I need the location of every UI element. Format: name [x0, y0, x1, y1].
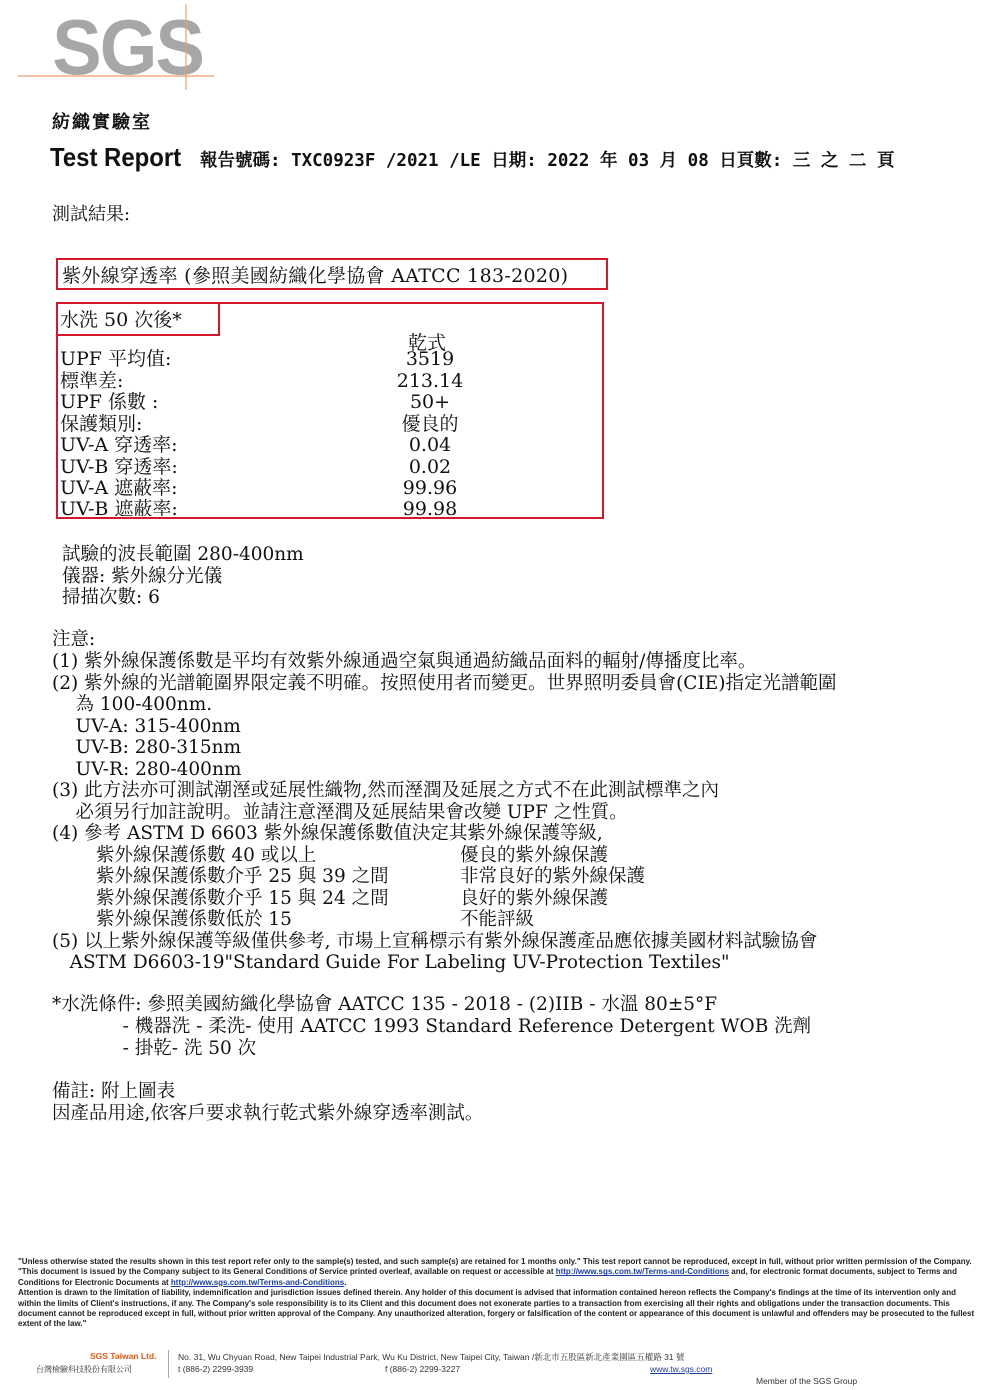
- note-line: UV-B: 280-315nm: [52, 737, 242, 758]
- wash-condition-line: - 機器洗 - 柔洗- 使用 AATCC 1993 Standard Reference Detergent WOB 洗劑: [52, 1016, 812, 1037]
- note-line: ASTM D6603-19"Standard Guide For Labeling UV-Protection Textiles": [52, 952, 730, 973]
- lab-name: 紡織實驗室: [52, 112, 152, 133]
- company-phone: t (886-2) 2299-3939: [178, 1364, 254, 1374]
- remark-line: 因產品用途,依客戶要求執行乾式紫外線穿透率測試。: [52, 1102, 484, 1124]
- scan-count: 掃描次數: 6: [62, 587, 160, 608]
- table-row-value: 0.04: [408, 434, 452, 456]
- table-row-value: 213.14: [396, 369, 464, 392]
- uv-test-title: 紫外線穿透率 (參照美國紡織化學協會 AATCC 183-2020): [62, 265, 569, 287]
- note-line: (5) 以上紫外線保護等級僅供參考, 市場上宣稱標示有紫外線保護產品應依據美國材料試驗協會: [52, 930, 818, 952]
- wash-condition-line: - 掛乾- 洗 50 次: [52, 1038, 257, 1059]
- wash-condition-line: *水洗條件: 參照美國紡織化學協會 AATCC 135 - 2018 - (2)IIB - 水溫 80±5°F: [52, 994, 718, 1015]
- company-fax: f (886-2) 2299-3227: [385, 1364, 461, 1374]
- table-row-label: UPF 平均值:: [60, 348, 172, 370]
- table-row-value: 99.96: [402, 477, 458, 499]
- remark-line: 備註: 附上圖表: [52, 1081, 176, 1102]
- table-row-label: UV-A 遮蔽率:: [60, 477, 178, 499]
- table-row-value: 50+: [409, 391, 451, 413]
- legal-disclaimer: [18, 1257, 978, 1330]
- legal-paragraph: Attention is drawn to the limitation of liability, indemnification and jurisdiction issues defined therein. Any holder of this document is advised that information contained hereon reflects the Company's findings at the time of its intervention only and within the limits of Client's instructions, if any. The Company's sole responsibility is to its Client and this document does not exonerate parties to a transaction from exercising all their rights and obligations under the transaction documents. This document cannot be reproduced except in full, without prior written approval of the Company. Any unauthorized alteration, forgery or falsification of the content or appearance of this document is unlawful and offenders may be prosecuted to the fullest extent of the law.": [18, 1288, 975, 1329]
- grade-label: 良好的紫外線保護: [460, 887, 609, 909]
- report-meta: 報告號碼: TXC0923F /2021 /LE 日期: 2022 年 03 月 08 日頁數: 三 之 二 頁: [200, 151, 895, 171]
- company-name-cn: 台灣檢驗科技股份有限公司: [36, 1365, 132, 1374]
- grade-label: 優良的紫外線保護: [460, 844, 609, 866]
- table-row-label: UV-B 遮蔽率:: [60, 499, 178, 516]
- table-row-label: UV-B 穿透率:: [60, 455, 178, 478]
- report-title: Test Report: [50, 142, 182, 172]
- table-row-value: 99.98: [402, 499, 458, 516]
- note-line: (1) 紫外線保護係數是平均有效紫外線通過空氣與通過紡織品面料的輻射/傳播度比率。: [52, 651, 757, 672]
- note-line: 必須另行加註說明。並請注意溼潤及延展結果會改變 UPF 之性質。: [52, 801, 628, 823]
- terms-link[interactable]: http://www.sgs.com.tw/Terms-and-Conditions: [555, 1267, 730, 1277]
- note-line: (2) 紫外線的光譜範圍界限定義不明確。按照使用者而變更。世界照明委員會(CIE)指定光譜範圍: [52, 672, 837, 694]
- grade-label: 不能評級: [460, 909, 535, 930]
- table-row-value: 0.02: [408, 455, 452, 478]
- results-label: 測試結果:: [52, 204, 131, 225]
- report-header: [50, 142, 970, 174]
- grade-label: 非常良好的紫外線保護: [460, 866, 646, 887]
- note-line: UV-A: 315-400nm: [52, 715, 241, 737]
- member-text: Member of the SGS Group: [756, 1376, 858, 1386]
- company-name: SGS Taiwan Ltd.: [90, 1351, 157, 1361]
- table-row-label: UPF 係數 :: [60, 391, 159, 413]
- wavelength-range: 試驗的波長範圍 280-400nm: [62, 544, 304, 565]
- terms-link[interactable]: http://www.sgs.com.tw/Terms-and-Conditions: [170, 1277, 345, 1287]
- legal-paragraph: "This document is issued by the Company subject to its General Conditions of Service printed overleaf, available on request or accessible at http://www.sgs.com.tw/Terms-and-Conditions and, for electronic format documents, subject to Terms and Conditions for Electronic Documents at http://www.sgs.com.tw/Terms-and-Conditions.: [18, 1267, 957, 1287]
- notes-title: 注意:: [52, 629, 96, 650]
- note-line: (4) 參考 ASTM D 6603 紫外線保護係數值決定其紫外線保護等級,: [52, 823, 603, 844]
- footer-divider: [168, 1350, 169, 1378]
- grade-range: 紫外線保護係數 40 或以上: [96, 844, 317, 866]
- sgs-logo: [18, 4, 214, 90]
- instrument: 儀器: 紫外線分光儀: [62, 565, 223, 587]
- grade-range: 紫外線保護係數介乎 25 與 39 之間: [96, 866, 389, 887]
- table-row-value: 優良的: [401, 412, 459, 435]
- svg-text:SGS: SGS: [52, 4, 203, 90]
- table-row-value: 3519: [405, 348, 455, 370]
- column-header-dry: 乾式: [408, 332, 447, 354]
- table-row-label: 標準差:: [60, 369, 124, 392]
- wash-label: 水洗 50 次後*: [60, 309, 182, 331]
- table-row-label: 保護類別:: [60, 412, 143, 435]
- legal-paragraph: "Unless otherwise stated the results shown in this test report refer only to the sample(s) tested, and such sample(s) are retained for 1 months only." This test report cannot be reproduced, except in full, without prior written permission of the Company.: [18, 1257, 972, 1266]
- company-address: No. 31, Wu Chyuan Road, New Taipei Industrial Park, Wu Ku District, New Taipei City, Taiwan /新北市五股區新北產業園區五權路 31 號: [178, 1352, 685, 1362]
- table-row-label: UV-A 穿透率:: [60, 434, 178, 456]
- grade-range: 紫外線保護係數介乎 15 與 24 之間: [96, 887, 389, 909]
- note-line: UV-R: 280-400nm: [52, 758, 242, 780]
- note-line: (3) 此方法亦可測試潮溼或延展性織物,然而溼潤及延展之方式不在此測試標準之內: [52, 780, 719, 801]
- company-website[interactable]: www.tw.sgs.com: [650, 1364, 713, 1374]
- grade-range: 紫外線保護係數低於 15: [96, 909, 292, 930]
- note-line: 為 100-400nm.: [52, 694, 213, 715]
